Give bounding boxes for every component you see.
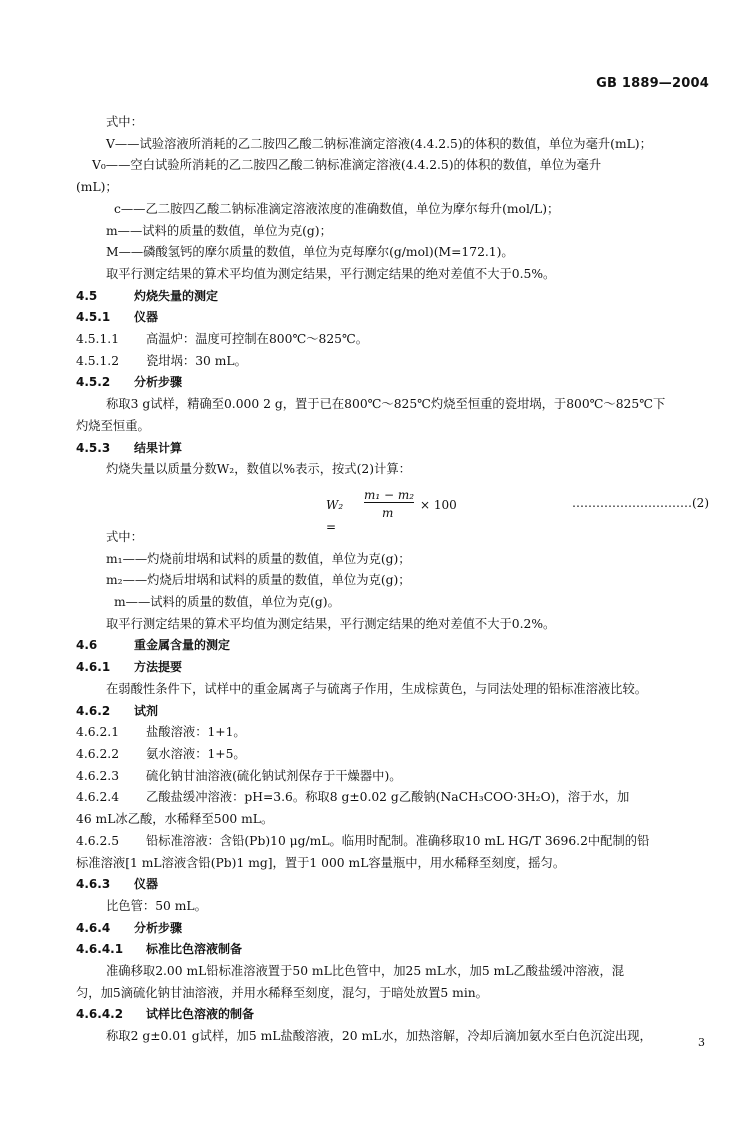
text-line bbox=[76, 787, 709, 809]
text-line bbox=[76, 221, 709, 243]
clause-number: 4.6.2.1 bbox=[76, 725, 120, 740]
line-text: 氨水溶液：1+5。 bbox=[146, 746, 246, 761]
line-text: 称取3 g试样，精确至0.000 2 g，置于已在800℃～825℃灼烧至恒重的瓷坩埚，于800℃～825℃下 bbox=[106, 397, 666, 412]
line-text: 灼烧失量的测定 bbox=[134, 288, 219, 303]
page-number: 3 bbox=[698, 1036, 705, 1049]
text-line bbox=[76, 592, 709, 614]
clause-number: 4.5.1 bbox=[76, 310, 111, 325]
section-heading bbox=[76, 701, 709, 723]
text-line bbox=[76, 394, 709, 416]
text-line bbox=[76, 896, 709, 918]
line-text: 分析步骤 bbox=[134, 375, 183, 390]
text-line bbox=[76, 570, 709, 592]
line-text: 46 mL冰乙酸，水稀释至500 mL。 bbox=[76, 812, 274, 827]
equation-reference: …………………………(2) bbox=[572, 495, 709, 510]
line-text: (mL)； bbox=[76, 180, 118, 195]
line-text: 比色管：50 mL。 bbox=[106, 898, 207, 913]
line-text: 取平行测定结果的算术平均值为测定结果，平行测定结果的绝对差值不大于0.5%。 bbox=[106, 266, 556, 281]
formula-2 bbox=[76, 483, 709, 534]
section-heading bbox=[76, 657, 709, 679]
line-text: 标准溶液[1 mL溶液含铅(Pb)1 mg]，置于1 000 mL容量瓶中，用水稀释至刻度，摇匀。 bbox=[76, 855, 566, 870]
text-line bbox=[76, 744, 709, 766]
line-text: m——试料的质量的数值，单位为克(g)； bbox=[106, 223, 332, 238]
clause-number: 4.6.2.4 bbox=[76, 790, 120, 805]
text-line bbox=[76, 177, 709, 199]
line-text: 灼烧失量以质量分数W₂，数值以%表示，按式(2)计算： bbox=[106, 462, 411, 477]
clause-number: 4.5 bbox=[76, 288, 98, 303]
text-line bbox=[76, 527, 709, 549]
line-text: 式中： bbox=[106, 529, 143, 544]
line-text: 方法提要 bbox=[134, 660, 183, 675]
section-heading bbox=[76, 635, 709, 657]
text-line bbox=[76, 242, 709, 264]
clause-number: 4.5.1.1 bbox=[76, 332, 120, 347]
line-text: 灼烧至恒重。 bbox=[76, 418, 150, 433]
line-text: M——磷酸氢钙的摩尔质量的数值，单位为克每摩尔(g/mol)(M=172.1)。 bbox=[106, 245, 514, 260]
formula-denominator: m bbox=[382, 505, 394, 520]
clause-number: 4.6.3 bbox=[76, 877, 111, 892]
clause-number: 4.6.2.5 bbox=[76, 833, 120, 848]
text-line bbox=[76, 831, 709, 853]
line-text: 匀，加5滴硫化钠甘油溶液，并用水稀释至刻度，混匀，于暗处放置5 min。 bbox=[76, 985, 488, 1000]
text-line bbox=[76, 549, 709, 571]
line-text: 重金属含量的测定 bbox=[134, 638, 231, 653]
line-text: 标准比色溶液制备 bbox=[146, 942, 243, 957]
section-heading bbox=[76, 286, 709, 308]
text-line bbox=[76, 983, 709, 1005]
clause-number: 4.5.3 bbox=[76, 440, 111, 455]
text-line bbox=[76, 679, 709, 701]
section-heading bbox=[76, 874, 709, 896]
formula-numerator: m₁ − m₂ bbox=[364, 487, 415, 502]
text-line bbox=[76, 199, 709, 221]
line-text: 分析步骤 bbox=[134, 920, 183, 935]
section-heading bbox=[76, 372, 709, 394]
line-text: m₁——灼烧前坩埚和试料的质量的数值，单位为克(g)； bbox=[106, 551, 411, 566]
line-text: 在弱酸性条件下，试样中的重金属离子与硫离子作用，生成棕黄色，与同法处理的铅标准溶液比较。 bbox=[106, 681, 648, 696]
section-heading bbox=[76, 307, 709, 329]
text-line bbox=[76, 134, 709, 156]
line-text: 瓷坩埚：30 mL。 bbox=[146, 353, 247, 368]
text-line bbox=[76, 155, 709, 177]
line-text: 仪器 bbox=[134, 310, 159, 325]
text-line bbox=[76, 722, 709, 744]
line-text: 仪器 bbox=[134, 877, 159, 892]
text-block-1 bbox=[76, 112, 709, 481]
clause-number: 4.6.4.1 bbox=[76, 942, 124, 957]
section-heading bbox=[76, 438, 709, 460]
section-heading bbox=[76, 918, 709, 940]
text-line bbox=[76, 264, 709, 286]
clause-number: 4.6.2.3 bbox=[76, 768, 120, 783]
text-line bbox=[76, 1026, 709, 1048]
text-line bbox=[76, 416, 709, 438]
text-line bbox=[76, 459, 709, 481]
section-heading bbox=[76, 1004, 709, 1026]
line-text: 取平行测定结果的算术平均值为测定结果，平行测定结果的绝对差值不大于0.2%。 bbox=[106, 616, 556, 631]
line-text: V₀——空白试验所消耗的乙二胺四乙酸二钠标准滴定溶液(4.4.2.5)的体积的数值，单位为毫升 bbox=[92, 158, 602, 173]
line-text: 结果计算 bbox=[134, 440, 183, 455]
formula-lhs: W₂ = bbox=[326, 497, 344, 534]
clause-number: 4.5.1.2 bbox=[76, 353, 120, 368]
text-line bbox=[76, 112, 709, 134]
clause-number: 4.5.2 bbox=[76, 375, 111, 390]
clause-number: 4.6.4 bbox=[76, 920, 111, 935]
line-text: 试剂 bbox=[134, 703, 159, 718]
clause-number: 4.6.1 bbox=[76, 660, 111, 675]
line-text: 盐酸溶液：1+1。 bbox=[146, 725, 246, 740]
line-text: c——乙二胺四乙酸二钠标准滴定溶液浓度的准确数值，单位为摩尔每升(mol/L)； bbox=[114, 201, 560, 216]
text-line bbox=[76, 961, 709, 983]
text-line bbox=[76, 766, 709, 788]
line-text: m——试料的质量的数值，单位为克(g)。 bbox=[114, 595, 340, 610]
text-line bbox=[76, 614, 709, 636]
formula-multiplier: × 100 bbox=[420, 497, 457, 512]
standard-number: GB 1889—2004 bbox=[596, 76, 709, 91]
section-heading bbox=[76, 939, 709, 961]
clause-number: 4.6.4.2 bbox=[76, 1007, 124, 1022]
clause-number: 4.6 bbox=[76, 638, 98, 653]
text-line bbox=[76, 853, 709, 875]
document-body bbox=[76, 112, 709, 1048]
clause-number: 4.6.2 bbox=[76, 703, 111, 718]
clause-number: 4.6.2.2 bbox=[76, 746, 120, 761]
text-line bbox=[76, 329, 709, 351]
line-text: 称取2 g±0.01 g试样，加5 mL盐酸溶液，20 mL水，加热溶解，冷却后滴加氨水至白色沉淀出现， bbox=[106, 1029, 652, 1044]
line-text: 高温炉：温度可控制在800℃～825℃。 bbox=[146, 332, 369, 347]
line-text: 硫化钠甘油溶液(硫化钠试剂保存于干燥器中)。 bbox=[146, 768, 402, 783]
line-text: m₂——灼烧后坩埚和试料的质量的数值，单位为克(g)； bbox=[106, 573, 411, 588]
text-block-2 bbox=[76, 527, 709, 1048]
line-text: 准确移取2.00 mL铅标准溶液置于50 mL比色管中，加25 mL水，加5 mL乙酸盐缓冲溶液，混 bbox=[106, 964, 625, 979]
line-text: 铅标准溶液：含铅(Pb)10 μg/mL。临用时配制。准确移取10 mL HG/T 3696.2中配制的铅 bbox=[146, 833, 650, 848]
line-text: V——试验溶液所消耗的乙二胺四乙酸二钠标准滴定溶液(4.4.2.5)的体积的数值，单位为毫升(mL)； bbox=[106, 136, 652, 151]
line-text: 试样比色溶液的制备 bbox=[146, 1007, 255, 1022]
line-text: 乙酸盐缓冲溶液：pH=3.6。称取8 g±0.02 g乙酸钠(NaCH₃COO·3H₂O)，溶于水，加 bbox=[146, 790, 630, 805]
text-line bbox=[76, 351, 709, 373]
text-line bbox=[76, 809, 709, 831]
line-text: 式中： bbox=[106, 115, 143, 129]
